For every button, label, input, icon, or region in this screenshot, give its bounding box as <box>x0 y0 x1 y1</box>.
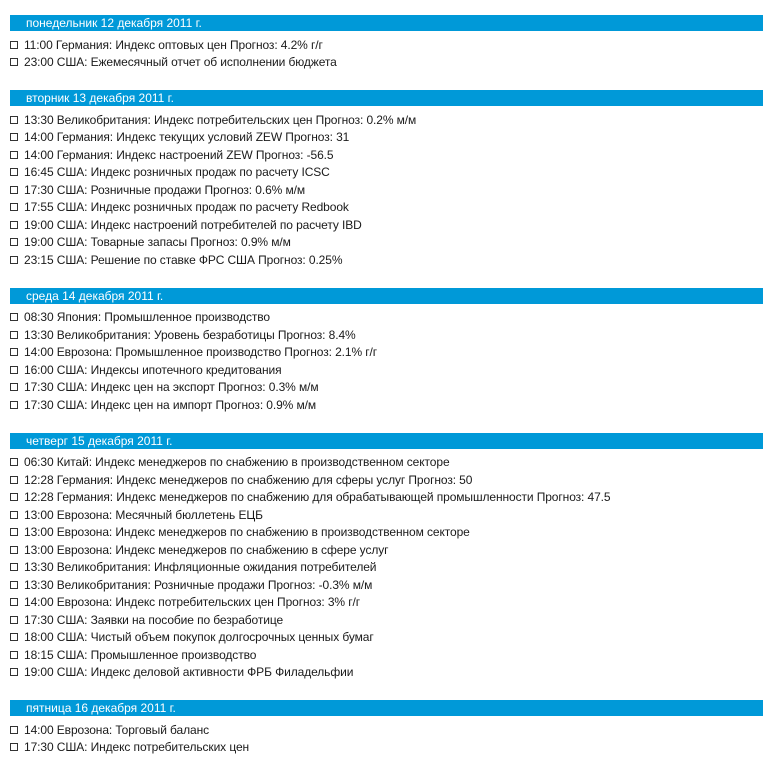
event-text: 16:45 США: Индекс розничных продаж по расчету ICSC <box>24 165 330 180</box>
event-item <box>10 146 763 164</box>
event-text: 17:30 США: Индекс цен на импорт Прогноз: 0.9% м/м <box>24 397 317 412</box>
event-item <box>10 559 763 577</box>
checkbox-icon <box>10 186 18 194</box>
event-text: 13:00 Еврозона: Индекс менеджеров по снабжению в производственном секторе <box>24 525 470 540</box>
event-item <box>10 396 763 414</box>
checkbox-icon <box>10 366 18 374</box>
event-text: 17:30 США: Индекс потребительских цен <box>24 740 250 755</box>
event-text: 13:30 Великобритания: Индекс потребительских цен Прогноз: 0.2% м/м <box>24 112 417 127</box>
event-text: 13:30 Великобритания: Инфляционные ожидания потребителей <box>24 560 377 575</box>
checkbox-icon <box>10 256 18 264</box>
event-item <box>10 181 763 199</box>
checkbox-icon <box>10 348 18 356</box>
event-item <box>10 629 763 647</box>
event-text: 18:00 США: Чистый объем покупок долгосрочных ценных бумаг <box>24 630 374 645</box>
checkbox-icon <box>10 616 18 624</box>
event-item <box>10 524 763 542</box>
event-item <box>10 251 763 269</box>
event-list <box>10 454 763 682</box>
event-item <box>10 361 763 379</box>
checkbox-icon <box>10 151 18 159</box>
checkbox-icon <box>10 493 18 501</box>
event-text: 13:30 Великобритания: Розничные продажи Прогноз: -0.3% м/м <box>24 577 373 592</box>
event-text: 19:00 США: Индекс настроений потребителей по расчету IBD <box>24 217 362 232</box>
checkbox-icon <box>10 563 18 571</box>
event-item <box>10 111 763 129</box>
event-text: 18:15 США: Промышленное производство <box>24 647 257 662</box>
event-list <box>10 309 763 414</box>
event-item <box>10 471 763 489</box>
checkbox-icon <box>10 116 18 124</box>
checkbox-icon <box>10 133 18 141</box>
event-text: 08:30 Япония: Промышленное производство <box>24 310 270 325</box>
event-list <box>10 36 763 71</box>
day-header: среда 14 декабря 2011 г. <box>10 288 763 304</box>
day-section <box>10 90 763 269</box>
event-text: 19:00 США: Индекс деловой активности ФРБ Филадельфии <box>24 665 354 680</box>
day-section <box>10 288 763 414</box>
event-item <box>10 199 763 217</box>
economic-calendar <box>10 15 763 775</box>
checkbox-icon <box>10 528 18 536</box>
event-text: 13:00 Еврозона: Месячный бюллетень ЕЦБ <box>24 507 263 522</box>
event-list <box>10 111 763 269</box>
day-header: пятница 16 декабря 2011 г. <box>10 700 763 716</box>
checkbox-icon <box>10 633 18 641</box>
checkbox-icon <box>10 331 18 339</box>
checkbox-icon <box>10 726 18 734</box>
event-item <box>10 594 763 612</box>
event-item <box>10 379 763 397</box>
checkbox-icon <box>10 581 18 589</box>
checkbox-icon <box>10 458 18 466</box>
event-text: 17:30 США: Индекс цен на экспорт Прогноз: 0.3% м/м <box>24 380 319 395</box>
checkbox-icon <box>10 598 18 606</box>
event-item <box>10 164 763 182</box>
checkbox-icon <box>10 743 18 751</box>
event-text: 13:00 Еврозона: Индекс менеджеров по снабжению в сфере услуг <box>24 542 389 557</box>
checkbox-icon <box>10 546 18 554</box>
event-text: 14:00 Германия: Индекс настроений ZEW Прогноз: -56.5 <box>24 147 334 162</box>
event-text: 14:00 Германия: Индекс текущих условий ZEW Прогноз: 31 <box>24 130 350 145</box>
event-item <box>10 309 763 327</box>
event-item <box>10 326 763 344</box>
event-text: 11:00 Германия: Индекс оптовых цен Прогноз: 4.2% г/г <box>24 37 323 52</box>
event-text: 14:00 Еврозона: Промышленное производство Прогноз: 2.1% г/г <box>24 345 378 360</box>
event-item <box>10 454 763 472</box>
day-header: понедельник 12 декабря 2011 г. <box>10 15 763 31</box>
checkbox-icon <box>10 203 18 211</box>
checkbox-icon <box>10 511 18 519</box>
event-item <box>10 234 763 252</box>
event-text: 13:30 Великобритания: Уровень безработицы Прогноз: 8.4% <box>24 327 356 342</box>
event-text: 17:30 США: Заявки на пособие по безработице <box>24 612 284 627</box>
event-item <box>10 506 763 524</box>
event-text: 17:30 США: Розничные продажи Прогноз: 0.6% м/м <box>24 182 305 197</box>
checkbox-icon <box>10 238 18 246</box>
day-section <box>10 700 763 756</box>
day-section <box>10 433 763 682</box>
event-item <box>10 664 763 682</box>
event-item <box>10 646 763 664</box>
checkbox-icon <box>10 383 18 391</box>
checkbox-icon <box>10 401 18 409</box>
checkbox-icon <box>10 41 18 49</box>
event-text: 12:28 Германия: Индекс менеджеров по снабжению для сферы услуг Прогноз: 50 <box>24 472 473 487</box>
checkbox-icon <box>10 668 18 676</box>
event-item <box>10 344 763 362</box>
event-item <box>10 721 763 739</box>
event-item <box>10 489 763 507</box>
day-header: четверг 15 декабря 2011 г. <box>10 433 763 449</box>
event-item <box>10 611 763 629</box>
event-text: 16:00 США: Индексы ипотечного кредитования <box>24 362 282 377</box>
event-text: 12:28 Германия: Индекс менеджеров по снабжению для обрабатывающей промышленности Прогноз: 47.5 <box>24 490 611 505</box>
checkbox-icon <box>10 476 18 484</box>
event-text: 06:30 Китай: Индекс менеджеров по снабжению в производственном секторе <box>24 455 450 470</box>
event-text: 23:15 США: Решение по ставке ФРС США Прогноз: 0.25% <box>24 252 343 267</box>
day-header: вторник 13 декабря 2011 г. <box>10 90 763 106</box>
event-text: 17:55 США: Индекс розничных продаж по расчету Redbook <box>24 200 349 215</box>
event-item <box>10 739 763 757</box>
checkbox-icon <box>10 58 18 66</box>
event-item <box>10 129 763 147</box>
event-text: 14:00 Еврозона: Индекс потребительских цен Прогноз: 3% г/г <box>24 595 361 610</box>
event-text: 23:00 США: Ежемесячный отчет об исполнении бюджета <box>24 55 337 70</box>
event-text: 14:00 Еврозона: Торговый баланс <box>24 722 210 737</box>
checkbox-icon <box>10 221 18 229</box>
checkbox-icon <box>10 168 18 176</box>
event-item <box>10 36 763 54</box>
event-list <box>10 721 763 756</box>
event-item <box>10 541 763 559</box>
day-section <box>10 15 763 71</box>
checkbox-icon <box>10 651 18 659</box>
checkbox-icon <box>10 313 18 321</box>
event-item <box>10 216 763 234</box>
event-text: 19:00 США: Товарные запасы Прогноз: 0.9% м/м <box>24 235 291 250</box>
event-item <box>10 54 763 72</box>
event-item <box>10 576 763 594</box>
